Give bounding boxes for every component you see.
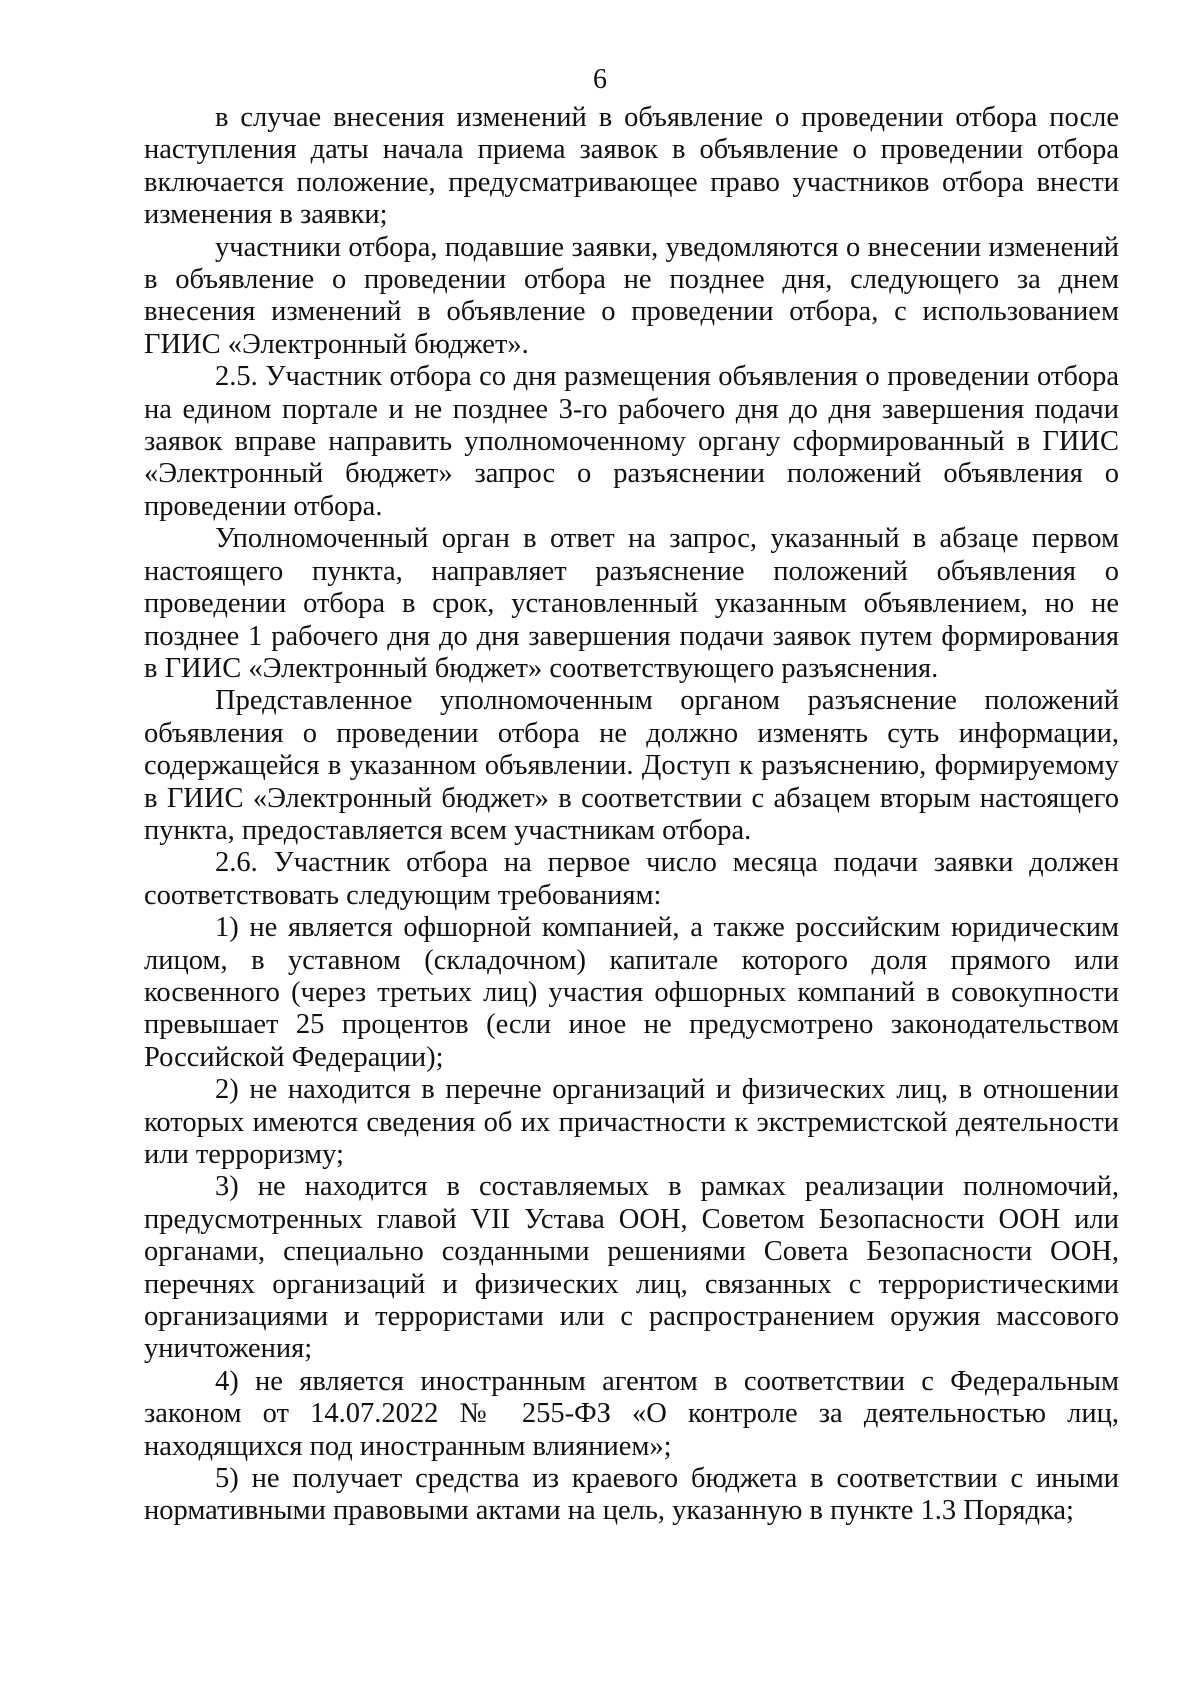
list-item-requirement-5: 5) не получает средства из краевого бюджета в соответствии с иными нормативными правовыми актами на цель, указанную в пункте 1.3 Порядка; xyxy=(144,1463,1119,1527)
paragraph-changes-to-announcement: в случае внесения изменений в объявление о проведении отбора после наступления даты начала приема заявок в объявление о проведении отбора включается положение, предусматривающее право участников отбора внести изменения в заявки; xyxy=(144,102,1119,231)
document-body xyxy=(144,102,1119,1528)
paragraph-2-6-requirements: 2.6. Участник отбора на первое число месяца подачи заявки должен соответствовать следующим требованиям: xyxy=(144,847,1119,911)
paragraph-participants-notified: участники отбора, подавшие заявки, уведомляются о внесении изменений в объявление о проведении отбора не позднее дня, следующего за днем внесения изменений в объявление о проведении отбора, с использованием ГИИС «Электронный бюджет». xyxy=(144,231,1119,360)
list-item-requirement-4: 4) не является иностранным агентом в соответствии с Федеральным законом от 14.07.2022 № 255-ФЗ «О контроле за деятельностью лиц, находящихся под иностранным влиянием»; xyxy=(144,1365,1119,1462)
paragraph-clarification-content: Представленное уполномоченным органом разъяснение положений объявления о проведении отбора не должно изменять суть информации, содержащейся в указанном объявлении. Доступ к разъяснению, формируемому в ГИИС «Электронный бюджет» в соответствии с абзацем вторым настоящего пункта, предоставляется всем участникам отбора. xyxy=(144,685,1119,846)
paragraph-2-5-clarification-request: 2.5. Участник отбора со дня размещения объявления о проведении отбора на едином портале и не позднее 3-го рабочего дня до дня завершения подачи заявок вправе направить уполномоченному органу сформированный в ГИИС «Электронный бюджет» запрос о разъяснении положений объявления о проведении отбора. xyxy=(144,361,1119,522)
page-number: 6 xyxy=(593,64,607,95)
paragraph-authorized-body-response: Уполномоченный орган в ответ на запрос, указанный в абзаце первом настоящего пункта, направляет разъяснение положений объявления о проведении отбора в срок, установленный указанным объявлением, но не позднее 1 рабочего дня до дня завершения подачи заявок путем формирования в ГИИС «Электронный бюджет» соответствующего разъяснения. xyxy=(144,523,1119,684)
list-item-requirement-3: 3) не находится в составляемых в рамках реализации полномочий, предусмотренных главой VII Устава ООН, Советом Безопасности ООН или органами, специально созданными решениями Совета Безопасности ООН, перечнях организаций и физических лиц, связанных с террористическими организациями и террористами или с распространением оружия массового уничтожения; xyxy=(144,1171,1119,1365)
list-item-requirement-2: 2) не находится в перечне организаций и физических лиц, в отношении которых имеются сведения об их причастности к экстремистской деятельности или терроризму; xyxy=(144,1074,1119,1170)
list-item-requirement-1: 1) не является офшорной компанией, а также российским юридическим лицом, в уставном (складочном) капитале которого доля прямого или косвенного (через третьих лиц) участия офшорных компаний в совокупности превышает 25 процентов (если иное не предусмотрено законодательством Российской Федерации); xyxy=(144,912,1119,1073)
